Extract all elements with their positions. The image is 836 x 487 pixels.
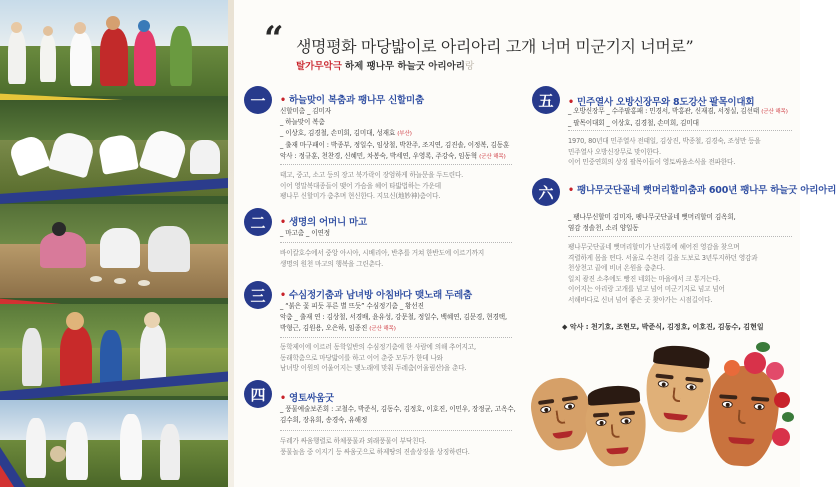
mask-flower xyxy=(766,362,784,380)
section-number-badge: 三 xyxy=(244,281,272,309)
mask-flower xyxy=(744,352,766,374)
performer-list: _ 마고춤 _ 이연정 xyxy=(280,229,330,237)
divider xyxy=(568,236,792,237)
section-description: 태고, 중고, 소고 등의 장고 북가락이 장엄하게 하늘문을 두드린다. 이어 영말복대종들이 맺어 가슴을 헤어 타밟법하는 가운데 팽나무 신할미가 춤추며 현신한다. 지묘신(地妙神)춤이다. xyxy=(280,171,464,200)
program-page xyxy=(228,0,836,487)
section-number-badge: 六 xyxy=(532,178,560,206)
mask-center-left xyxy=(583,388,648,468)
mask-leaf xyxy=(782,412,794,422)
section-number-badge: 一 xyxy=(244,86,272,114)
section-3 xyxy=(244,281,514,376)
photo-ritual-bowls xyxy=(0,204,228,298)
section-1 xyxy=(244,86,514,206)
section-description: 바이칼호수에서 중앙 아시아, 시베리아, 반추를 거쳐 한반도에 이르기까지 생명의 원천 마고의 행복을 그린춘다. xyxy=(280,249,485,268)
section-5 xyxy=(532,86,794,176)
section-6 xyxy=(532,178,836,318)
headline: 생명평화 마당밟이로 아리아리 고개 너머 미군기지 너머로” xyxy=(296,37,694,56)
performer-list: _ 팽나무신할미 김미자, 팽나무굿단골네 뻣머리할미 김옥희, 염감 정솔천, 소리 양일동 xyxy=(568,213,736,232)
masks-illustration xyxy=(528,332,800,487)
subheadline xyxy=(296,58,474,72)
corner-stripe-red xyxy=(0,465,14,487)
mask-right xyxy=(705,364,782,469)
section-title: • 영토싸움굿 xyxy=(280,393,334,404)
section-number-badge: 四 xyxy=(244,380,272,408)
divider xyxy=(280,164,512,165)
divider xyxy=(280,242,512,243)
section-description: 팽나무굿단골네 뻣머리할미가 난리통에 헤어진 영감을 찾으며 격렬하게 몸을 떤다. 서울로 수천리 길을 도보로 3년투지하던 영감과 천상천고 끝에 비녀 온원을 춤춘다. 일치 광진 소추에도 빵진 네회는 마을에서 크 통거는다. 이어지는 아리랑 고개를 넘고 넘어 미군기지로 넘고 넘어 서해바다로 신녀 넘어 좋은 곳 찾아가는 시점길이다. xyxy=(568,243,758,304)
divider xyxy=(280,337,512,338)
quote-mark: “ xyxy=(264,19,284,59)
photo-collage xyxy=(0,0,228,487)
performer-list: 신할미춤 _ 김미자 _ 하늘맞이 복춤 _ 이상호, 김경철, 손미희, 김미대, 성재효 (부산) _ 출재 마구패이 : 박종부, 정일수, 임상철, 박찬주, 조지연, 김진솔, 이정복, 김동훈 악사 : 정규훈, 천찬경, 신혜민, 차봉숙, 박세연, 우영록, 주강숙, 임동혁 (군산 해목) xyxy=(280,107,510,160)
mask-leaf xyxy=(756,342,770,352)
section-2 xyxy=(244,208,514,278)
mask-center xyxy=(642,349,714,435)
performer-list: _ 풍물예술보존회 : 고철수, 박준식, 김동수, 김정호, 이호진, 이민우, 장정균, 고옥수, 김수희, 장유희, 송경숙, 유해정 xyxy=(280,405,516,424)
section-description: 1970, 80년대 민주열사 전태일, 김상진, 박종철, 김경숙, 조성만 등을 민주열사 오방신장무로 맞이한다. 이어 민중연희의 상징 팔목이들이 영토싸움소식을 전파한다. xyxy=(568,137,761,166)
section-4 xyxy=(244,380,514,480)
mask-flower xyxy=(772,428,790,446)
page-edge xyxy=(228,0,234,487)
section-description: 두레가 싸움행렬로 하체풍물과 외래풍물이 부닥친다. 풍물놀음 중 이지기 등 싸움굿으로 하제땅의 진솔상징을 상징하련다. xyxy=(280,437,470,456)
performer-list: _ 오방신장무 _ 수주팔홍패 : 민경서, 박홍관, 신재겸, 서정실, 김선태 (군산 해목) _ 팔목이대회 _ 이상호, 김경철, 손미희, 김미대 xyxy=(568,107,788,127)
performance-title: 하제 팽나무 하늘굿 아리아리 xyxy=(344,61,465,72)
genre-label: 탈가무악극 xyxy=(296,61,342,72)
mask-flower xyxy=(724,360,740,376)
section-title: • 팽나무굿단골네 뻣머리할미춤과 600년 팽나무 하늘굿 아리아리 xyxy=(568,185,836,196)
section-title: • 생명의 어머니 마고 xyxy=(280,217,368,228)
performance-title-tail: 랑 xyxy=(464,61,475,72)
photo-white-robe-dancers xyxy=(0,0,228,96)
section-title: • 수심정기춤과 남녀방 아침바다 맺노래 두레춤 xyxy=(280,290,472,301)
performer-list: _ “붉은 꽃 피듯 푸른 별 뜨듯” 수심정기춤 _ 황선진 악춤 _ 출재 연 : 김상철, 서경배, 윤유성, 강문철, 정일수, 백혜연, 김문경, 현경택, 박형근, 김원용, 오은하, 임종진 (군산 해목) xyxy=(280,302,508,332)
section-number-badge: 二 xyxy=(244,208,272,236)
divider xyxy=(280,430,512,431)
mask-left xyxy=(527,374,594,453)
musicians-credit: ◆ 악사 : 천기호, 조현모, 박준식, 김정호, 이호진, 김동수, 김현일 xyxy=(562,323,764,331)
section-number-badge: 五 xyxy=(532,86,560,114)
section-title: • 하늘맞이 복춤과 팽나무 신할미춤 xyxy=(280,95,424,106)
section-description: 동학제이에 이르러 동학일반의 수심정기춤에 한 사람에 의해 추어지고, 동래학춤으로 마당밟이를 하고 이어 춘중 모두가 한데 나와 남녀방 이원의 어울어지는 맺노래에 맞춰 두레춤(어울림산)을 춘다. xyxy=(280,343,476,372)
divider xyxy=(568,130,792,131)
photo-musicians xyxy=(0,400,228,487)
mask-flower xyxy=(774,392,790,408)
section-title: • 민주열사 오방신장무와 8도강산 팔목이대회 xyxy=(568,97,755,108)
